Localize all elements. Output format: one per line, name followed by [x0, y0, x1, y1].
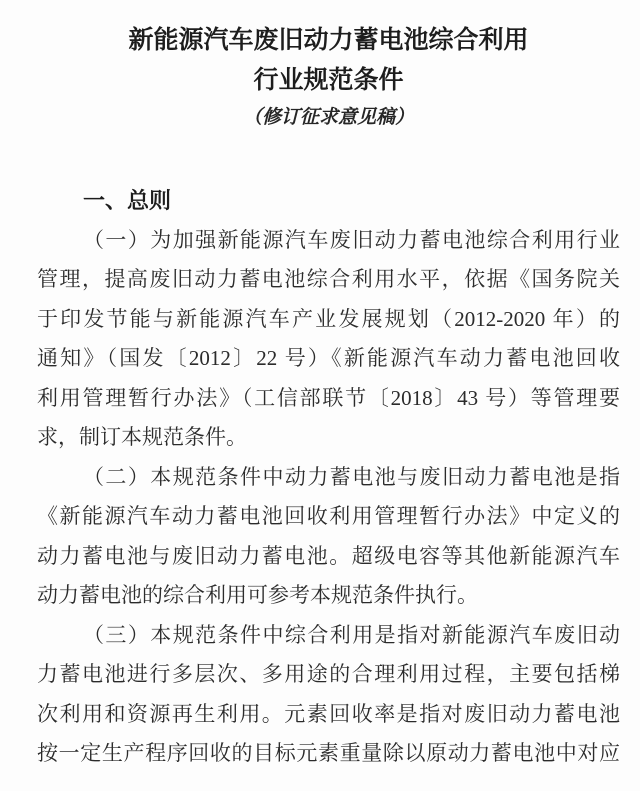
- paragraph-3-line-3: 次利用和资源再生利用。元素回收率是指对废旧动力蓄电池: [37, 701, 620, 726]
- document-title-line-1: 新能源汽车废旧动力蓄电池综合利用: [128, 26, 529, 54]
- document-body: [37, 181, 620, 774]
- document-subtitle: （修订征求意见稿）: [242, 107, 414, 128]
- document-title-line-2: 行业规范条件: [253, 66, 404, 94]
- paragraph-2-line-4: 动力蓄电池的综合利用可参考本规范条件执行。: [37, 583, 478, 607]
- paragraph-3-line-1: （三）本规范条件中综合利用是指对新能源汽车废旧动: [83, 622, 620, 647]
- paragraph-1-line-5: 利用管理暂行办法》（工信部联节〔2018〕43 号）等管理要: [37, 385, 620, 410]
- paragraph-2-line-1: （二）本规范条件中动力蓄电池与废旧动力蓄电池是指: [83, 464, 620, 489]
- paragraph-1-line-4: 通知》（国发〔2012〕22 号）《新能源汽车动力蓄电池回收: [37, 346, 620, 370]
- paragraph-1-line-1: （一）为加强新能源汽车废旧动力蓄电池综合利用行业: [83, 227, 620, 252]
- paragraph-1-line-2: 管理，提高废旧动力蓄电池综合利用水平，依据《国务院关: [37, 267, 620, 291]
- paragraph-1-line-3: 于印发节能与新能源汽车产业发展规划（2012-2020 年）的: [37, 306, 620, 331]
- paragraph-2-line-2: 《新能源汽车动力蓄电池回收利用管理暂行办法》中定义的: [37, 504, 620, 528]
- section-heading-general-provisions: 一、总则: [83, 188, 172, 213]
- paragraph-1-line-6: 求，制订本规范条件。: [37, 425, 247, 449]
- paragraph-2-line-3: 动力蓄电池与废旧动力蓄电池。超级电容等其他新能源汽车: [37, 543, 620, 568]
- paragraph-3-line-2: 力蓄电池进行多层次、多用途的合理利用过程，主要包括梯: [37, 662, 620, 686]
- paragraph-3-line-4: 按一定生产程序回收的目标元素重量除以原动力蓄电池中对应: [37, 741, 620, 765]
